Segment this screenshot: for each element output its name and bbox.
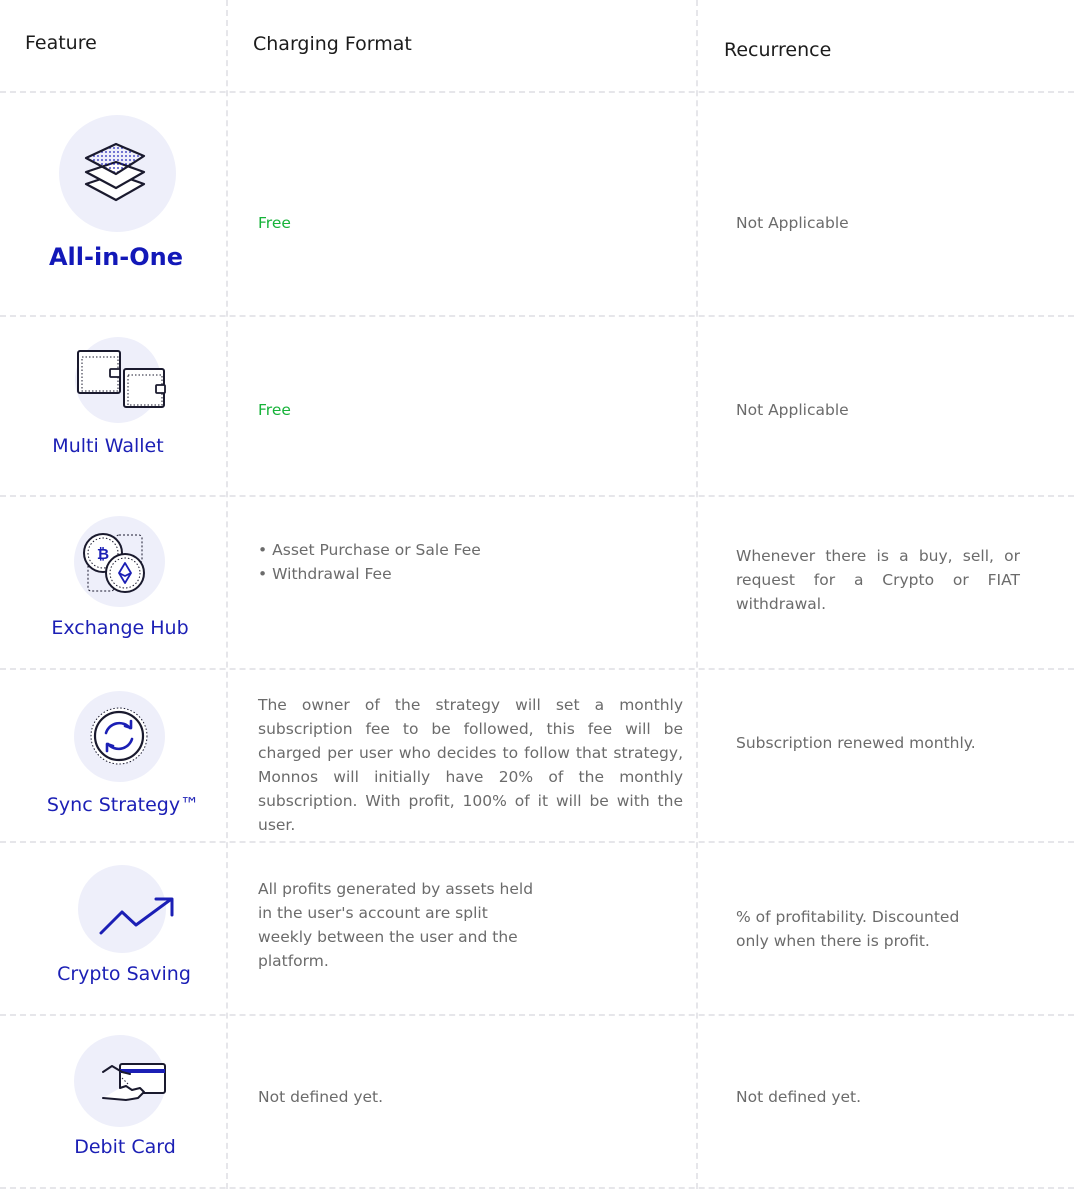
feature-name: Crypto Saving <box>57 963 191 985</box>
charging-format-value: The owner of the strategy will set a monthly subscription fee to be followed, this fee will be charged per user who decides to follow that strategy, Monnos will initially have 20% of the monthly subscription. With profit, 100% of it will be with the user. <box>258 696 683 834</box>
wallets-icon <box>76 349 168 409</box>
table-row <box>0 1016 1080 1187</box>
header-charging-format: Charging Format <box>253 33 412 55</box>
recurrence-value: Not Applicable <box>736 214 849 232</box>
feature-name: Exchange Hub <box>51 617 189 639</box>
card-in-hand-icon <box>100 1060 170 1106</box>
recurrence-value: Whenever there is a buy, sell, or request for a Crypto or FIAT withdrawal. <box>736 547 1020 613</box>
list-item: • Withdrawal Fee <box>258 562 481 586</box>
charging-format-value: Free <box>258 401 291 419</box>
recurrence-value: Not defined yet. <box>736 1088 862 1106</box>
feature-name: Sync Strategy™ <box>46 794 200 816</box>
svg-text:₿: ₿ <box>96 545 110 563</box>
table-row <box>0 93 1080 315</box>
stacked-layers-icon <box>80 138 152 208</box>
charging-format-list <box>258 538 481 586</box>
list-item: • Asset Purchase or Sale Fee <box>258 538 481 562</box>
table-row <box>0 317 1080 495</box>
charging-format-value: Free <box>258 214 291 232</box>
recurrence-value: Subscription renewed monthly. <box>736 734 976 752</box>
trending-up-icon <box>98 895 178 937</box>
table-row <box>0 843 1080 1014</box>
sync-icon <box>89 706 149 766</box>
feature-name: Debit Card <box>74 1136 176 1158</box>
charging-format-value: All profits generated by assets held in the user's account are split weekly between the user and the platform. <box>258 880 534 970</box>
recurrence-value: Not Applicable <box>736 401 849 419</box>
table-row <box>0 497 1080 668</box>
feature-name: Multi Wallet <box>52 435 164 457</box>
recurrence-value: % of profitability. Discounted only when there is profit. <box>736 908 960 950</box>
header-recurrence: Recurrence <box>724 39 832 61</box>
feature-name: All-in-One <box>48 243 184 271</box>
header-feature: Feature <box>25 32 97 54</box>
table-row <box>0 670 1080 841</box>
crypto-coins-icon <box>80 531 148 595</box>
charging-format-value: Not defined yet. <box>258 1088 384 1106</box>
